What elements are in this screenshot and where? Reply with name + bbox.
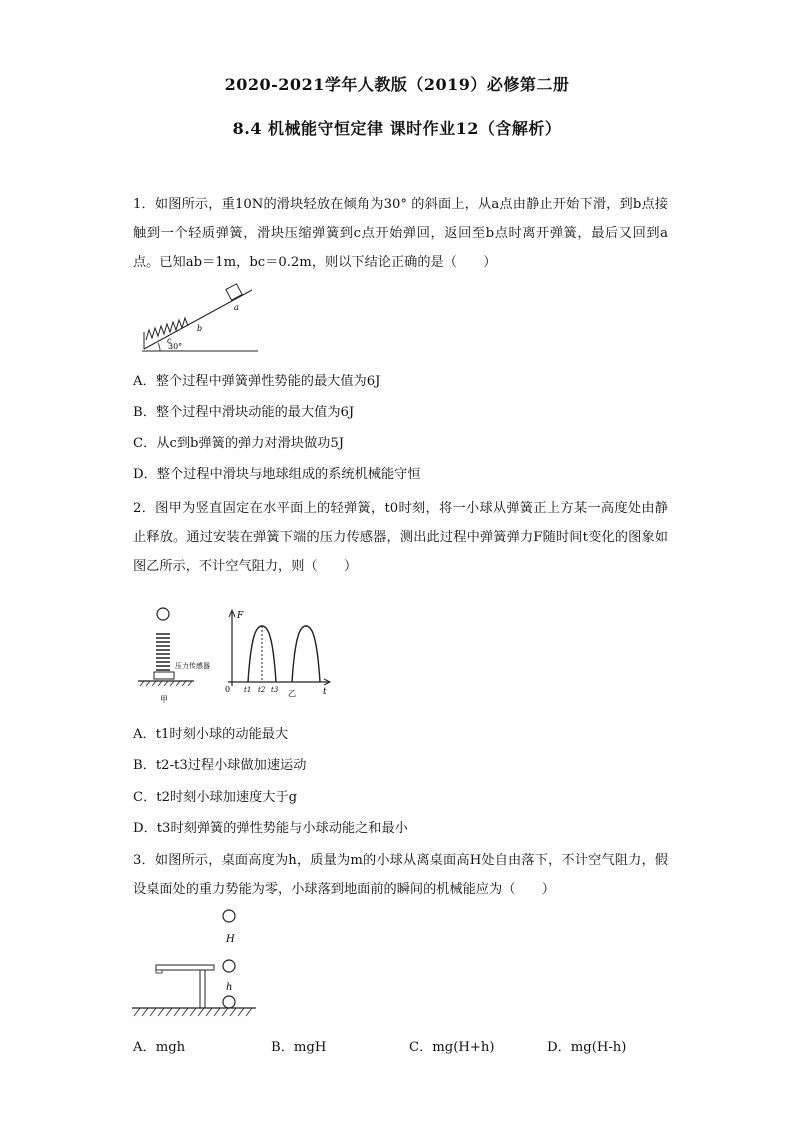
doc-title-line1: 2020-2021学年人教版（2019）必修第二册: [224, 75, 570, 94]
q1-incline-figure: [140, 282, 265, 354]
q2-label-t2: t2: [258, 686, 266, 694]
q1-label-a: a: [234, 303, 239, 312]
q1-option-b: B．整个过程中滑块动能的最大值为6J: [133, 405, 355, 420]
q3-option-c: C．mg(H+h): [409, 1040, 495, 1055]
q3-table-figure: [132, 906, 262, 1022]
q1-label-b: b: [197, 324, 203, 333]
q2-option-a: A．t1时刻小球的动能最大: [133, 727, 289, 742]
q3-label-H: H: [226, 934, 235, 945]
q1-option-d: D．整个过程中滑块与地球组成的系统机械能守恒: [133, 467, 421, 482]
q2-axis-f: F: [237, 611, 244, 621]
q2-label-t1: t1: [244, 686, 252, 694]
q1-option-c: C．从c到b弹簧的弹力对滑块做功5J: [133, 436, 345, 451]
q2-option-b: B．t2-t3过程小球做加速运动: [133, 758, 307, 773]
q3-option-a: A．mgh: [133, 1040, 186, 1055]
q1-label-angle: 30°: [168, 342, 183, 351]
q2-stem: 2．图甲为竖直固定在水平面上的轻弹簧，t0时刻，将一小球从弹簧正上方某一高度处由静止释放。通过安装在弹簧下端的压力传感器，测出此过程中弹簧弹力F随时间t变化的图象如图乙所示，不计空气阻力，则（ ）: [133, 501, 668, 574]
q2-axis-t: t: [323, 687, 327, 697]
q1-option-a: A．整个过程中弹簧弹性势能的最大值为6J: [133, 374, 381, 389]
q2-option-d: D．t3时刻弹簧的弹性势能与小球动能之和最小: [133, 821, 408, 836]
q2-label-jia: 甲: [160, 695, 168, 704]
q1-label-c: c: [167, 336, 172, 345]
q2-label-t3: t3: [271, 686, 279, 694]
q1-stem: 1．如图所示，重10N的滑块轻放在倾角为30° 的斜面上，从a点由静止开始下滑，到b点接触到一个轻质弹簧，滑块压缩弹簧到c点开始弹回，返回至b点时离开弹簧，最后又回到a点。已知ab＝1m，bc＝0.2m，则以下结论正确的是（ ）: [133, 197, 668, 270]
doc-title-line2: 8.4 机械能守恒定律 课时作业12（含解析）: [232, 119, 562, 138]
q3-label-h: h: [226, 982, 233, 993]
q2-label-yi: 乙: [288, 689, 296, 698]
q2-label-sensor: 压力传感器: [175, 662, 210, 670]
q3-option-b: B．mgH: [271, 1040, 327, 1055]
q3-stem: 3．如图所示，桌面高度为h，质量为m的小球从离桌面高H处自由落下，不计空气阻力，假设桌面处的重力势能为零，小球落到地面前的瞬间的机械能应为（ ）: [133, 853, 668, 897]
q2-origin: 0: [225, 685, 231, 694]
q2-option-c: C．t2时刻小球加速度大于g: [133, 790, 298, 805]
q2-spring-figure: [138, 606, 338, 706]
q3-option-d: D．mg(H-h): [547, 1040, 627, 1055]
